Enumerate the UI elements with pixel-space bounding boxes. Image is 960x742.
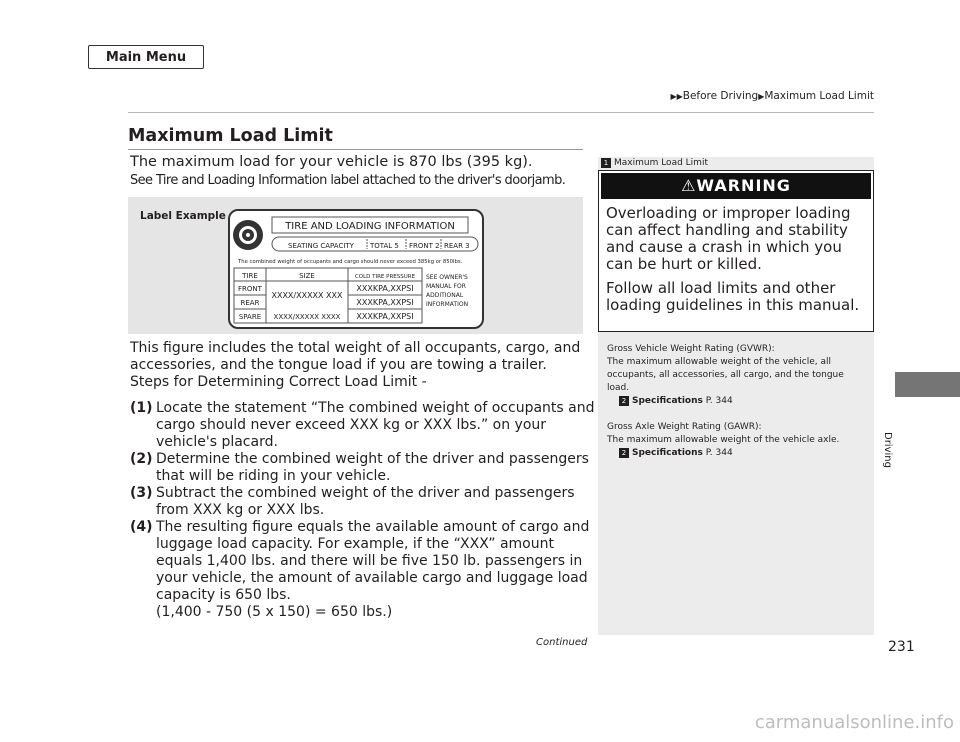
- row-spare-label: SPARE: [238, 313, 262, 321]
- page-title: Maximum Load Limit: [128, 126, 333, 146]
- step-number: (1): [130, 400, 153, 416]
- size-spare-value: XXXX/XXXXX XXXX: [273, 313, 341, 321]
- reference-icon: 2: [619, 396, 629, 406]
- step-line: cargo should never exceed XXX kg or XXX lbs.” on your: [156, 417, 547, 433]
- breadcrumb-item-before-driving[interactable]: Before Driving: [682, 90, 759, 102]
- body-paragraph-line: accessories, and the tongue load if you are towing a trailer.: [130, 357, 547, 373]
- section-label: Driving: [882, 432, 893, 468]
- gawr-text: The maximum allowable weight of the vehicle axle.: [607, 435, 840, 445]
- intro-note: See Tire and Loading Information label attached to the driver's doorjamb.: [130, 173, 566, 188]
- gvwr-title: Gross Vehicle Weight Rating (GVWR):: [607, 344, 775, 354]
- step-line: your vehicle, the amount of available cargo and luggage load: [156, 570, 588, 586]
- see-manual-text: SEE OWNER'S MANUAL FOR ADDITIONAL INFORMATION: [426, 274, 469, 308]
- body-text: [130, 340, 595, 621]
- step-line: Locate the statement “The combined weight of occupants and: [156, 400, 595, 416]
- warning-header: ⚠WARNING: [601, 173, 871, 199]
- sidebar-notes: [607, 343, 865, 460]
- page-number: 231: [888, 639, 915, 655]
- pressure-front-value: XXXKPA,XXPSI: [356, 284, 414, 293]
- body-paragraph-line: This figure includes the total weight of all occupants, cargo, and: [130, 340, 581, 356]
- tire-loading-label: [228, 209, 484, 329]
- step-number: (3): [130, 485, 153, 501]
- col-tire-header: TIRE: [242, 272, 258, 280]
- step-line: from XXX kg or XXX lbs.: [156, 502, 325, 518]
- main-menu-button[interactable]: Main Menu: [88, 45, 204, 69]
- step-item: [130, 519, 590, 621]
- gawr-title: Gross Axle Weight Rating (GAWR):: [607, 422, 762, 432]
- note-icon: 1: [601, 158, 611, 168]
- divider: [128, 112, 874, 113]
- pressure-rear-value: XXXKPA,XXPSI: [356, 298, 414, 307]
- step-line: Subtract the combined weight of the driver and passengers: [156, 485, 575, 501]
- step-item: [130, 451, 589, 485]
- breadcrumb-item-current: Maximum Load Limit: [764, 90, 874, 102]
- seating-rear-text: REAR 3: [444, 242, 470, 250]
- body-paragraph-line: Steps for Determining Correct Load Limit -: [130, 374, 427, 390]
- combined-weight-text: The combined weight of occupants and cargo should never exceed 385kg or 850lbs.: [238, 259, 463, 265]
- tire-icon: [233, 220, 263, 250]
- row-front-label: FRONT: [238, 285, 262, 293]
- step-line: (1,400 - 750 (5 x 150) = 650 lbs.): [156, 604, 393, 620]
- breadcrumb: [670, 90, 874, 102]
- pressure-spare-value: XXXKPA,XXPSI: [356, 312, 414, 321]
- step-line: that will be riding in your vehicle.: [156, 468, 391, 484]
- intro-text: The maximum load for your vehicle is 870 lbs (395 kg).: [130, 154, 533, 170]
- row-rear-label: REAR: [240, 299, 260, 307]
- col-size-header: SIZE: [299, 272, 315, 280]
- step-line: luggage load capacity. For example, if the “XXX” amount: [156, 536, 554, 552]
- step-number: (2): [130, 451, 153, 467]
- label-example-caption: Label Example: [140, 210, 226, 222]
- step-line: equals 1,400 lbs. and there will be five 150 lb. passengers in: [156, 553, 583, 569]
- continued-note: Continued: [536, 637, 588, 648]
- seating-front-text: FRONT 2: [409, 242, 440, 250]
- gvwr-reference-link[interactable]: 2 Specifications P. 344: [607, 395, 865, 408]
- seating-capacity-text: SEATING CAPACITY: [288, 242, 354, 250]
- warning-text: Overloading or improper loading can affect handling and stability and cause a crash in which you can be hurt or killed. Follow all load limits and other loading guidelines in this manual.: [606, 204, 860, 314]
- step-line: Determine the combined weight of the driver and passengers: [156, 451, 589, 467]
- gvwr-text: The maximum allowable weight of the vehicle, all occupants, all accessories, all cargo, and the tongue load.: [607, 357, 844, 393]
- warning-icon: ⚠: [681, 176, 697, 195]
- breadcrumb-arrow-icon: ▶▶: [670, 92, 683, 101]
- title-divider: [128, 149, 583, 150]
- sidebar-title: 1 Maximum Load Limit: [601, 158, 708, 168]
- breadcrumb-arrow-icon: ▶: [758, 92, 765, 101]
- reference-icon: 2: [619, 448, 629, 458]
- seating-total-text: TOTAL 5: [370, 242, 399, 250]
- watermark: carmanualsonline.info: [754, 712, 954, 733]
- gawr-reference-link[interactable]: 2 Specifications P. 344: [607, 447, 865, 460]
- tire-label-title: TIRE AND LOADING INFORMATION: [285, 221, 455, 232]
- section-tab[interactable]: [895, 372, 960, 397]
- step-line: vehicle's placard.: [156, 434, 278, 450]
- step-item: [130, 485, 585, 519]
- size-main-value: XXXX/XXXXX XXX: [271, 291, 343, 300]
- tire-label-graphic: [230, 211, 482, 327]
- step-line: capacity is 650 lbs.: [156, 587, 291, 603]
- step-item: [130, 400, 595, 451]
- step-number: (4): [130, 519, 153, 535]
- col-pressure-header: COLD TIRE PRESSURE: [354, 274, 416, 280]
- step-line: The resulting figure equals the available amount of cargo and: [156, 519, 590, 535]
